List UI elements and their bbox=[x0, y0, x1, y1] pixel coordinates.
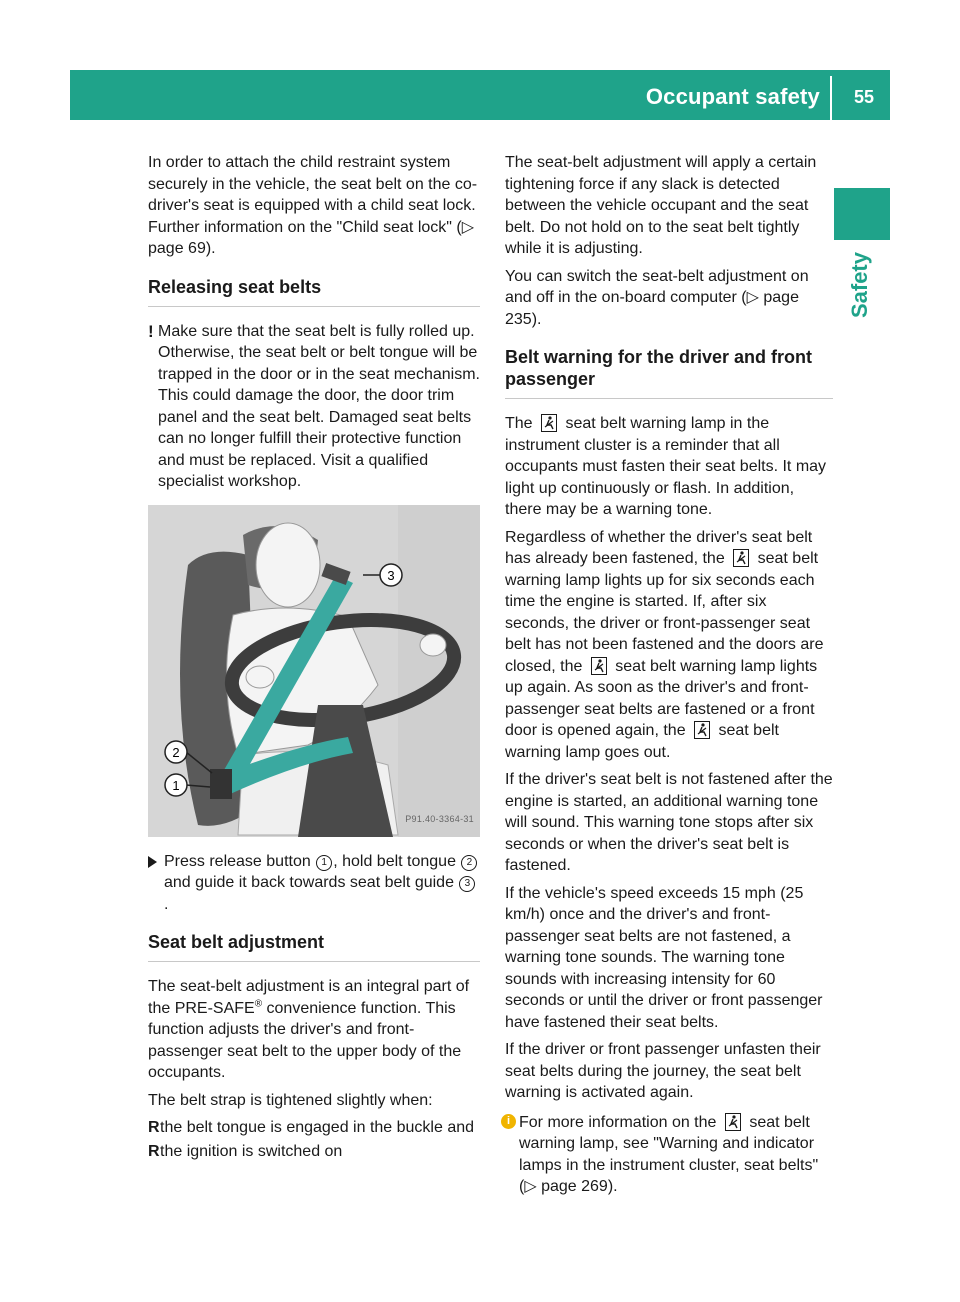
callout-2-label: 2 bbox=[172, 744, 180, 760]
info-text: seat belt warning lamp, see "Warning and indicator lamps in the instrument cluster, seat belts" (▷ page 269). bbox=[519, 1113, 819, 1195]
callout-3-label: 3 bbox=[387, 567, 395, 583]
header-divider bbox=[830, 76, 832, 120]
callout-1-ref: 1 bbox=[316, 855, 332, 871]
info-note bbox=[505, 1112, 833, 1198]
onboard-computer-paragraph: You can switch the seat-belt adjustment on and off in the on-board computer (▷ page 235). bbox=[505, 267, 809, 328]
step-text: Press release button bbox=[164, 852, 316, 870]
bullet-icon: R bbox=[148, 1142, 160, 1160]
right-column bbox=[505, 152, 833, 1198]
step-arrow-icon bbox=[148, 856, 157, 868]
adjustment-paragraph bbox=[148, 976, 480, 1084]
list-item bbox=[148, 1141, 480, 1163]
page-title: Occupant safety bbox=[645, 84, 820, 109]
left-column bbox=[148, 152, 480, 1164]
speed-warning-paragraph: If the vehicle's speed exceeds 15 mph (25 km/h) once and the driver's and front-passenger seat belts are not fastened, a warning tone sounds. The warning tone sounds with increasing intensity for 60 seconds or until the driver or front passenger have fastened their seat belts. bbox=[505, 884, 823, 1031]
step-text: , hold belt tongue bbox=[333, 852, 461, 870]
header-bar bbox=[70, 70, 890, 120]
list-item-text: the ignition is switched on bbox=[160, 1142, 343, 1160]
paragraph-text: seat belt warning lamp in the instrument cluster is a reminder that all occupants must fasten their seat belts. It may light up continuously or flash. In addition, there may be a warning tone. bbox=[505, 415, 827, 518]
paragraph-text: Regardless of whether the driver's seat belt has already been fastened, the bbox=[505, 528, 813, 567]
bullet-icon: R bbox=[148, 1119, 160, 1136]
buckle-shape bbox=[210, 769, 232, 799]
warning-tone-paragraph: If the driver's seat belt is not fastened after the engine is started, an additional warning tone will sound. This warning tone stops after six seconds or when the driver's seat belt is fastened. bbox=[505, 771, 833, 874]
section-tab-label: Safety bbox=[847, 252, 872, 319]
seat-belt-warning-icon bbox=[694, 721, 710, 739]
seat-belt-warning-icon bbox=[725, 1113, 741, 1131]
seat-belt-illustration bbox=[148, 505, 480, 837]
callout-1-label: 1 bbox=[172, 777, 180, 793]
callout-3-ref: 3 bbox=[459, 876, 475, 892]
unfasten-paragraph: If the driver or front passenger unfasten their seat belts during the journey, the seat belt warning is activated again. bbox=[505, 1041, 821, 1101]
list-item bbox=[148, 1117, 480, 1139]
paragraph-text: seat belt warning lamp lights up for six seconds each time the engine is started. If, after six seconds, the driver or front-passenger seat belt has not been fastened and the doors are closed, the bbox=[505, 550, 824, 675]
info-icon: i bbox=[501, 1114, 516, 1129]
registered-mark: ® bbox=[254, 998, 263, 1010]
heading-belt-warning: Belt warning for the driver and front passenger bbox=[505, 346, 833, 399]
tightening-paragraph: The seat-belt adjustment will apply a certain tightening force if any slack is detected between the vehicle occupant and the seat belt. Do not hold on to the seat belt tightly while it is adjusting. bbox=[505, 154, 817, 257]
page-number: 55 bbox=[853, 87, 875, 107]
section-tab bbox=[840, 252, 880, 352]
figure-code: P91.40-3364-31 bbox=[405, 814, 474, 824]
seat-belt-warning-icon bbox=[541, 414, 557, 432]
exclamation-icon: ! bbox=[148, 321, 154, 341]
list-item-text: the belt tongue is engaged in the buckle and bbox=[160, 1119, 475, 1136]
tighten-intro: The belt strap is tightened slightly when: bbox=[148, 1091, 433, 1109]
step-text: . bbox=[164, 895, 169, 913]
callout-2-ref: 2 bbox=[461, 855, 477, 871]
seat-belt-warning-icon bbox=[733, 549, 749, 567]
warning-note bbox=[148, 321, 480, 493]
paragraph-text: seat belt warning lamp goes out. bbox=[505, 722, 779, 761]
section-tab-marker bbox=[834, 188, 890, 240]
warning-text: Make sure that the seat belt is fully rolled up. Otherwise, the seat belt or belt tongue will be trapped in the door or in the seat mechanism. This could damage the door, the door trim panel and the seat belt. Damaged seat belts can no longer fulfill their protective function and must be replaced. Visit a qualified specialist workshop. bbox=[158, 322, 480, 490]
warning-lamp-paragraph bbox=[505, 413, 833, 521]
heading-seat-belt-adjustment: Seat belt adjustment bbox=[148, 931, 480, 962]
step-text: and guide it back towards seat belt guide bbox=[164, 874, 459, 891]
engine-start-paragraph bbox=[505, 527, 833, 764]
head-shape bbox=[256, 523, 320, 607]
paragraph-text: The bbox=[505, 415, 538, 432]
seat-belt-warning-icon bbox=[591, 657, 607, 675]
seat-belt-figure bbox=[148, 505, 480, 837]
instruction-step bbox=[148, 851, 480, 916]
info-text: For more information on the bbox=[519, 1113, 721, 1131]
adjustment-text: convenience function. This function adjusts the driver's and front-passenger seat belt to the upper body of the occupants. bbox=[148, 999, 462, 1081]
adjustment-text: The seat-belt adjustment is an integral part of the PRE-SAFE bbox=[148, 978, 470, 1017]
heading-releasing-seat-belts: Releasing seat belts bbox=[148, 276, 480, 307]
paragraph-text: seat belt warning lamp lights up again. As soon as the driver's and front-passenger seat belts are fastened or a front door is opened again, the bbox=[505, 657, 818, 739]
intro-paragraph: In order to attach the child restraint system securely in the vehicle, the seat belt on the co-driver's seat is equipped with a child seat lock. Further information on the "Child seat lock" (▷ page 69). bbox=[148, 154, 478, 257]
